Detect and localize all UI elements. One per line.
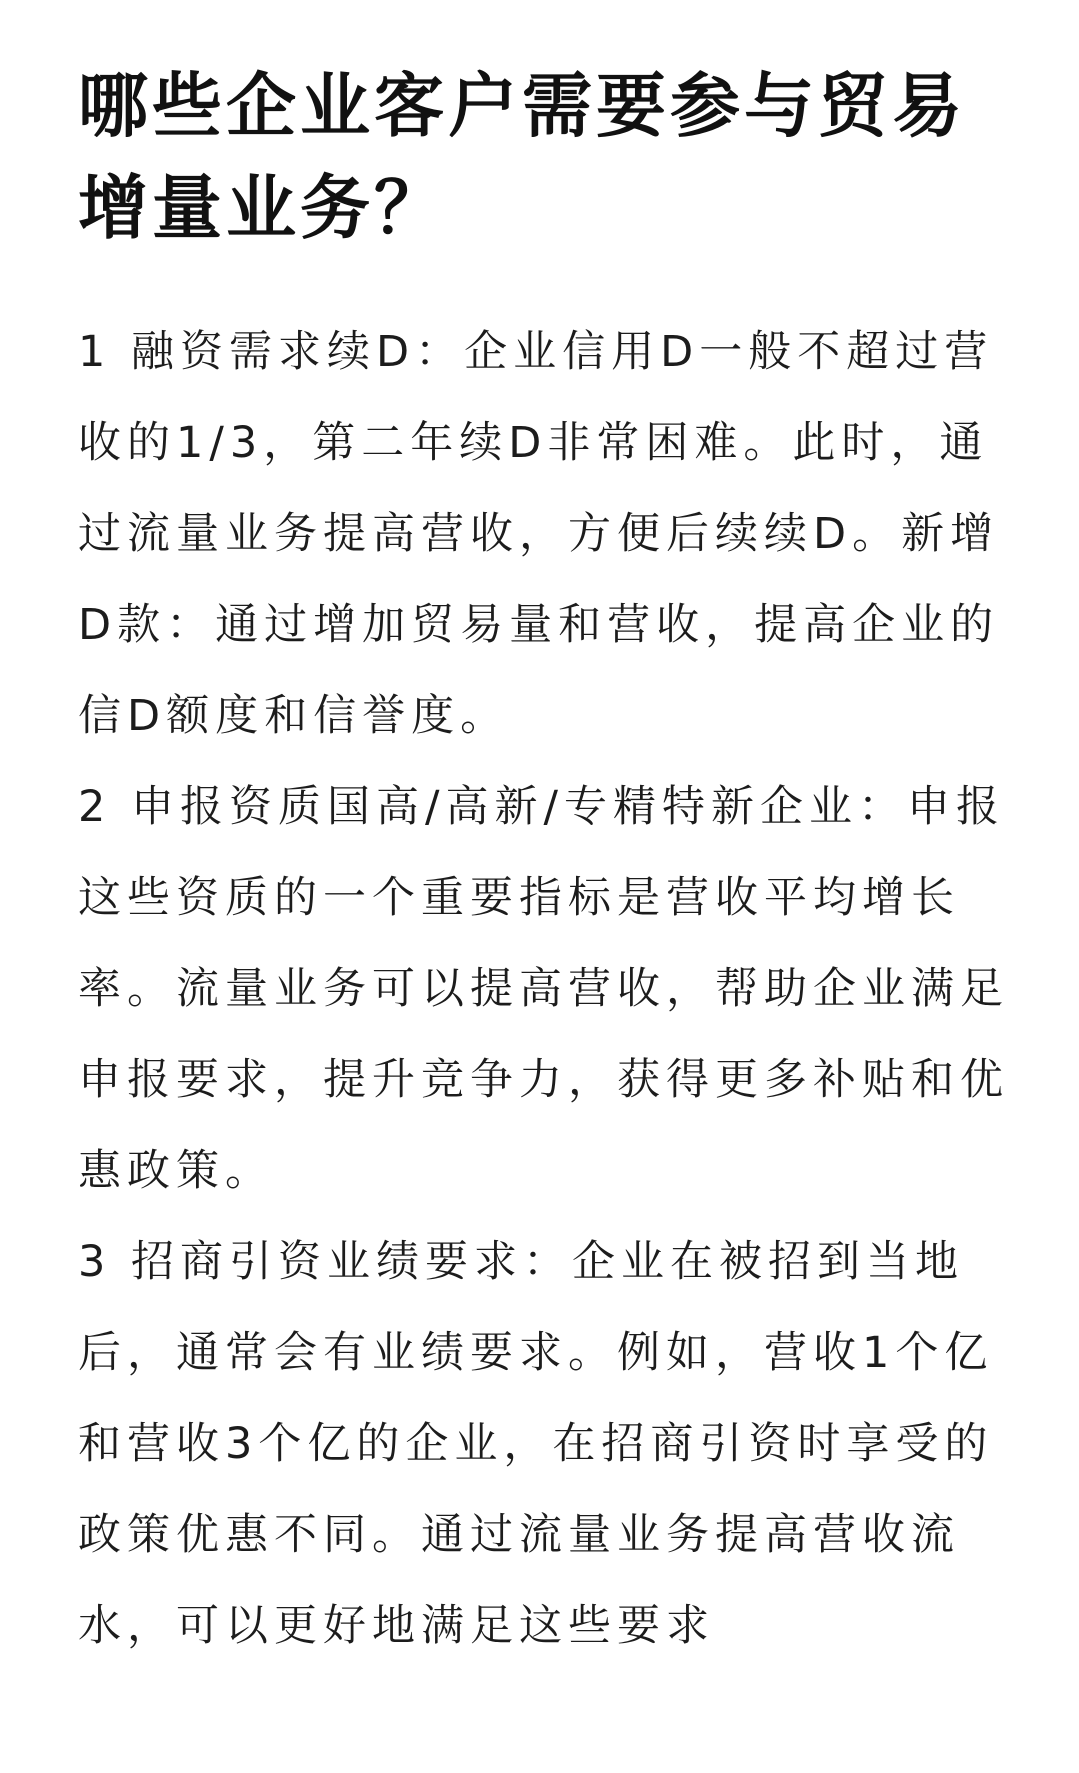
article-title: 哪些企业客户需要参与贸易增量业务？ bbox=[78, 65, 966, 249]
paragraph-financing: 1 融资需求续D：企业信用D一般不超过营收的1/3，第二年续D非常困难。此时，通过流量业务提高营收，方便后续续D。新增D款：通过增加贸易量和营收，提高企业的信D额度和信誉度。 bbox=[78, 327, 1000, 741]
article-body bbox=[78, 307, 1013, 1672]
paragraph-investment: 3 招商引资业绩要求：企业在被招到当地后，通常会有业绩要求。例如，营收1个亿和营收3个亿的企业，在招商引资时享受的政策优惠不同。通过流量业务提高营收流水，可以更好地满足这些要求 bbox=[78, 1237, 994, 1651]
paragraph-qualification: 2 申报资质国高/高新/专精特新企业：申报这些资质的一个重要指标是营收平均增长率。流量业务可以提高营收，帮助企业满足申报要求，提升竞争力，获得更多补贴和优惠政策。 bbox=[78, 782, 1009, 1196]
